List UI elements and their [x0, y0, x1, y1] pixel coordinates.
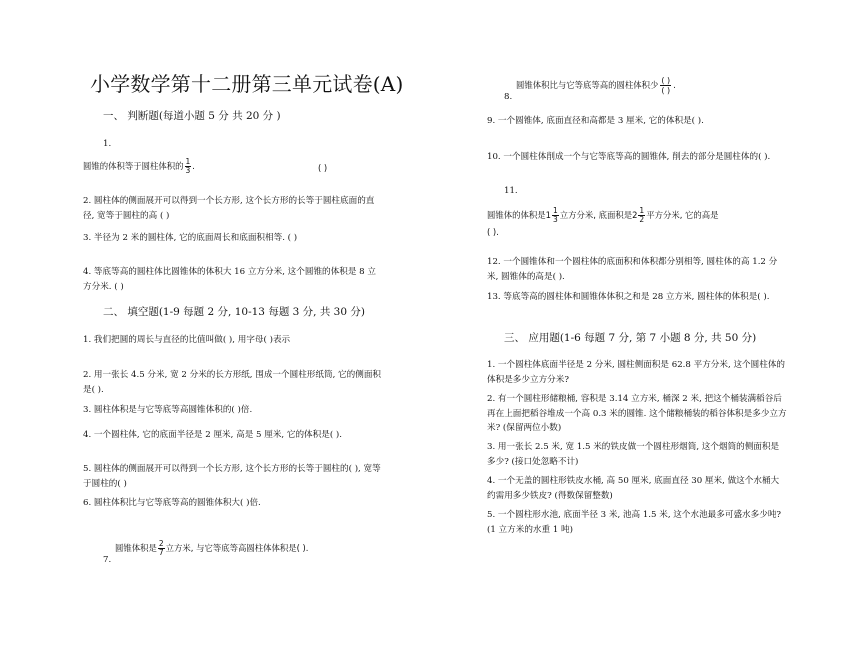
fill-q11-text: 圆锥体的体积是1 $\frac{1}{3}$ 立方分米, 底面积是2 $\frac{1}{2}$ 平方分米, 它的高是	[487, 206, 719, 224]
fill-q2: 2. 用一张长 4.5 分米, 宽 2 分米的长方形纸, 围成一个圆柱形纸筒, 它的侧面积是( ).	[83, 370, 382, 395]
fill-q1: 1. 我们把圆的周长与直径的比值叫做( ), 用字母( )表示	[83, 335, 291, 345]
fill-q12: 12. 一个圆锥体和一个圆柱体的底面积和体积都分别相等, 圆柱体的高 1.2 分米, 圆锥体的高是( ).	[487, 257, 778, 282]
fill-q8-fraction-blank[interactable]: ( ) ( )	[661, 76, 671, 95]
fill-q11-fraction-2: $\frac{1}{2}$	[639, 206, 645, 224]
fill-q11-fraction-1: $\frac{1}{3}$	[552, 206, 558, 224]
section-judge-heading: 一、 判断题(每道小题 5 分 共 20 分 )	[103, 110, 281, 122]
judge-q1-fraction: $\frac{1}{3}$	[185, 157, 191, 175]
fill-q7-text: 圆锥体积是 $\frac{2}{7}$ 立方米, 与它等底等高圆柱体体积是( ).	[115, 539, 309, 557]
judge-q1-answer-paren[interactable]: ( )	[318, 163, 328, 173]
apply-q2: 2. 有一个圆柱形储粮桶, 容积是 3.14 立方米, 桶深 2 米, 把这个桶装满稻谷后再在上面把稻谷堆成一个高 0.3 米的圆锥. 这个储粮桶装的稻谷体积是多少立方米? (保留两位小数)	[487, 394, 787, 433]
fill-q3: 3. 圆柱体积是与它等底等高圆锥体积的( )倍.	[83, 405, 253, 415]
apply-q5: 5. 一个圆柱形水池, 底面半径 3 米, 池高 1.5 米, 这个水池最多可盛水多少吨? (1 立方米的水重 1 吨)	[487, 510, 782, 535]
fill-q11-number: 11.	[504, 186, 518, 196]
judge-q1-text: 圆锥的体积等于圆柱体积的 $\frac{1}{3}$ .	[83, 157, 195, 175]
judge-q1-number: 1.	[103, 139, 112, 149]
judge-q3: 3. 半径为 2 米的圆柱体, 它的底面周长和底面积相等. ( )	[83, 233, 298, 243]
fill-q8-number: 8.	[504, 92, 513, 102]
judge-q1-pre: 圆锥的体积等于圆柱体积的	[83, 161, 184, 171]
judge-q2: 2. 圆柱体的侧面展开可以得到一个长方形, 这个长方形的长等于圆柱底面的直径, 宽等于圆柱的高 ( )	[83, 196, 375, 221]
apply-q1: 1. 一个圆柱体底面半径是 2 分米, 圆柱侧面积是 62.8 平方分米, 这个圆柱体的体积是多少立方分米?	[487, 360, 786, 385]
section-apply-heading: 三、 应用题(1-6 每题 7 分, 第 7 小题 8 分, 共 50 分)	[504, 332, 757, 344]
judge-q4: 4. 等底等高的圆柱体比圆锥体的体积大 16 立方分米, 这个圆锥的体积是 8 立方分米. ( )	[83, 267, 376, 292]
fill-q9: 9. 一个圆锥体, 底面直径和高都是 3 厘米, 它的体积是( ).	[487, 116, 704, 126]
fill-q13: 13. 等底等高的圆柱体和圆锥体体积之和是 28 立方米, 圆柱体的体积是( ).	[487, 292, 770, 302]
fill-q5: 5. 圆柱体的侧面展开可以得到一个长方形, 这个长方形的长等于圆柱的( ), 宽等于圆柱的( )	[83, 464, 381, 489]
fill-q7-fraction: $\frac{2}{7}$	[158, 539, 164, 557]
fill-q8-text: 圆锥体积比与它等底等高的圆柱体积少 ( ) ( ) .	[516, 76, 676, 95]
fill-q7-number: 7.	[103, 555, 112, 565]
page-title: 小学数学第十二册第三单元试卷(A)	[90, 72, 404, 96]
fill-q4: 4. 一个圆柱体, 它的底面半径是 2 厘米, 高是 5 厘米, 它的体积是( ).	[83, 430, 343, 440]
fill-q11-answer-paren[interactable]: ( ).	[487, 227, 499, 237]
apply-q4: 4. 一个无盖的圆柱形铁皮水桶, 高 50 厘米, 底面直径 30 厘米, 做这个水桶大约需用多少铁皮? (得数保留整数)	[487, 476, 780, 501]
fill-q10: 10. 一个圆柱体削成一个与它等底等高的圆锥体, 削去的部分是圆柱体的( ).	[487, 152, 771, 162]
apply-q3: 3. 用一张长 2.5 米, 宽 1.5 米的铁皮做一个圆柱形烟筒, 这个烟筒的侧面积是多少? (接口处忽略不计)	[487, 442, 780, 467]
fill-q6: 6. 圆柱体积比与它等底等高的圆锥体积大( )倍.	[83, 498, 261, 508]
section-fill-heading: 二、 填空题(1-9 每题 2 分, 10-13 每题 3 分, 共 30 分)	[103, 306, 365, 318]
